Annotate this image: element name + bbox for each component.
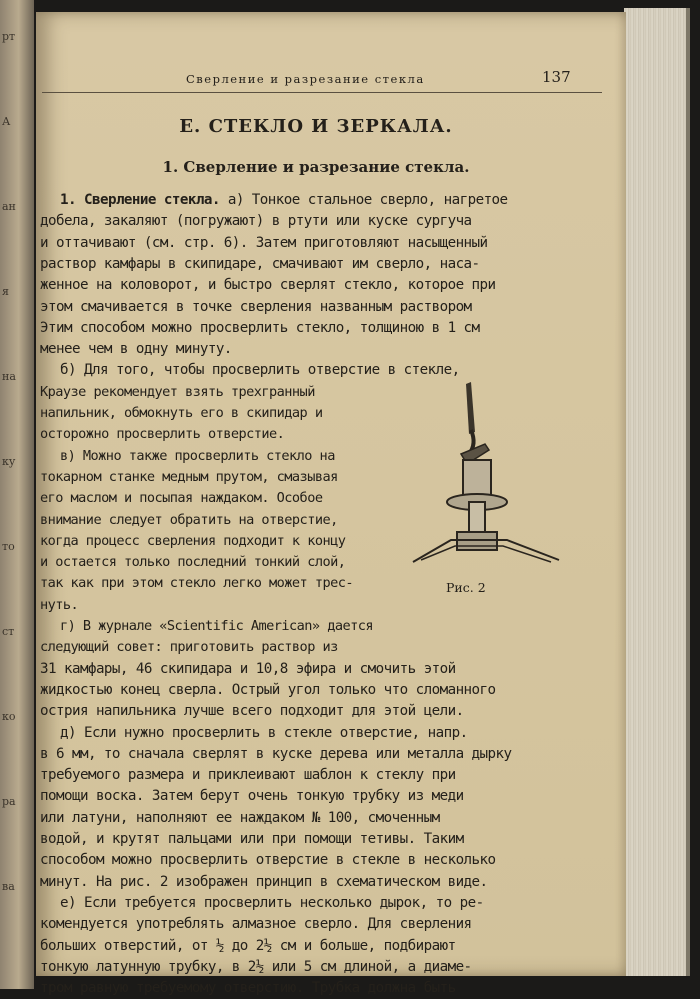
text-line: тонкую латунную трубку, в 2½ или 5 см длиной, а диаме- xyxy=(40,958,472,975)
text-line: острия напильника лучше всего подходит для этой цели. xyxy=(40,703,464,720)
left-page-fragment: А xyxy=(2,115,11,128)
text-line: или латуни, наполняют ее наждаком № 100, смоченным xyxy=(40,809,440,826)
text-line: токарном станке медным прутом, смазывая xyxy=(40,468,338,485)
text-line: больших отверстий, от ½ до 2½ см и больше, подбирают xyxy=(40,937,456,954)
figure-caption: Рис. 2 xyxy=(446,580,486,595)
left-page-edge xyxy=(0,0,34,989)
running-head: Сверление и разрезание стекла xyxy=(186,72,425,86)
left-page-fragment: то xyxy=(2,540,15,553)
lead-bold: 1. Сверление стекла. xyxy=(60,192,220,208)
first-line xyxy=(60,190,508,211)
drill-figure xyxy=(411,372,561,572)
text-line: водой, и крутят пальцами или при помощи тетивы. Таким xyxy=(40,831,464,847)
text-line: менее чем в одну минуту. xyxy=(40,341,232,358)
header-rule xyxy=(42,92,602,93)
left-page-fragment: ст xyxy=(2,625,15,638)
left-page-fragment: на xyxy=(2,370,16,383)
first-line-rest: а) Тонкое стальное сверло, нагретое xyxy=(219,192,508,208)
left-page-fragment: я xyxy=(2,285,9,298)
text-line: комендуется употреблять алмазное сверло. Для сверления xyxy=(40,916,472,933)
text-line: его маслом и посыпая наждаком. Особое xyxy=(40,490,323,507)
book-page xyxy=(36,12,626,997)
left-page-fragment: ва xyxy=(2,880,15,893)
text-line: жидкостью конец сверла. Острый угол только что сломанного xyxy=(40,681,496,698)
text-line: в 6 мм, то сначала сверлят в куске дерева или металла дырку xyxy=(40,745,512,762)
text-line: г) В журнале «Scientific American» дается xyxy=(60,618,373,634)
text-line: когда процесс сверления подходит к концу xyxy=(40,532,346,549)
page-number: 137 xyxy=(542,68,571,86)
left-page-fragment: ра xyxy=(2,795,16,808)
text-line: этом смачивается в точке сверления названным раствором xyxy=(40,298,472,315)
subsection-title: 1. Сверление и разрезание стекла. xyxy=(162,158,470,176)
text-line: Этим способом можно просверлить стекло, толщиною в 1 см xyxy=(40,319,480,336)
text-line: требуемого размера и приклеивают шаблон к стеклу при xyxy=(40,767,456,784)
text-line: в) Можно также просверлить стекло на xyxy=(60,447,335,464)
text-line: способом можно просверлить отверстие в стекле в несколько xyxy=(40,852,496,869)
text-line: и оттачивают (см. стр. 6). Затем приготовляют насыщенный xyxy=(40,234,488,251)
left-page-fragment: рт xyxy=(2,30,16,43)
text-line: е) Если требуется просверлить несколько дырок, то ре- xyxy=(60,894,484,911)
page-stack-edge xyxy=(624,8,690,976)
text-line: внимание следует обратить на отверстие, xyxy=(40,511,338,528)
left-page-fragment: ку xyxy=(2,455,16,468)
text-line: и остается только последний тонкий слой, xyxy=(40,554,346,571)
text-line: раствор камфары в скипидаре, смачивают им сверло, наса- xyxy=(40,255,480,272)
text-line: помощи воска. Затем берут очень тонкую трубку из меди xyxy=(40,788,464,805)
text-line: следующий совет: приготовить раствор из xyxy=(40,639,338,656)
text-line: женное на коловорот, и быстро сверлят стекло, которое при xyxy=(40,277,496,294)
section-title: Е. СТЕКЛО И ЗЕРКАЛА. xyxy=(179,116,453,137)
left-page-fragment: ко xyxy=(2,710,16,723)
page-content xyxy=(36,12,626,997)
text-line: нуть. xyxy=(40,596,79,613)
left-page-fragment: ан xyxy=(2,200,16,213)
text-line: тром равную требуемому отверстию. Трубка должна быть xyxy=(40,980,456,997)
text-line: д) Если нужно просверлить в стекле отверстие, напр. xyxy=(60,724,468,741)
text-line: добела, закаляют (погружают) в ртути или куске сургуча xyxy=(40,213,472,230)
text-line: б) Для того, чтобы просверлить отверстие в стекле, xyxy=(60,362,460,379)
text-line: так как при этом стекло легко может трес- xyxy=(40,575,353,592)
text-line: минут. На рис. 2 изображен принцип в схематическом виде. xyxy=(40,873,488,890)
text-line: Краузе рекомендует взять трехгранный xyxy=(40,383,315,400)
text-line: 31 камфары, 46 скипидара и 10,8 эфира и смочить этой xyxy=(40,660,456,677)
text-line: напильник, обмокнуть его в скипидар и xyxy=(40,405,323,421)
text-line: осторожно просверлить отверстие. xyxy=(40,426,285,443)
